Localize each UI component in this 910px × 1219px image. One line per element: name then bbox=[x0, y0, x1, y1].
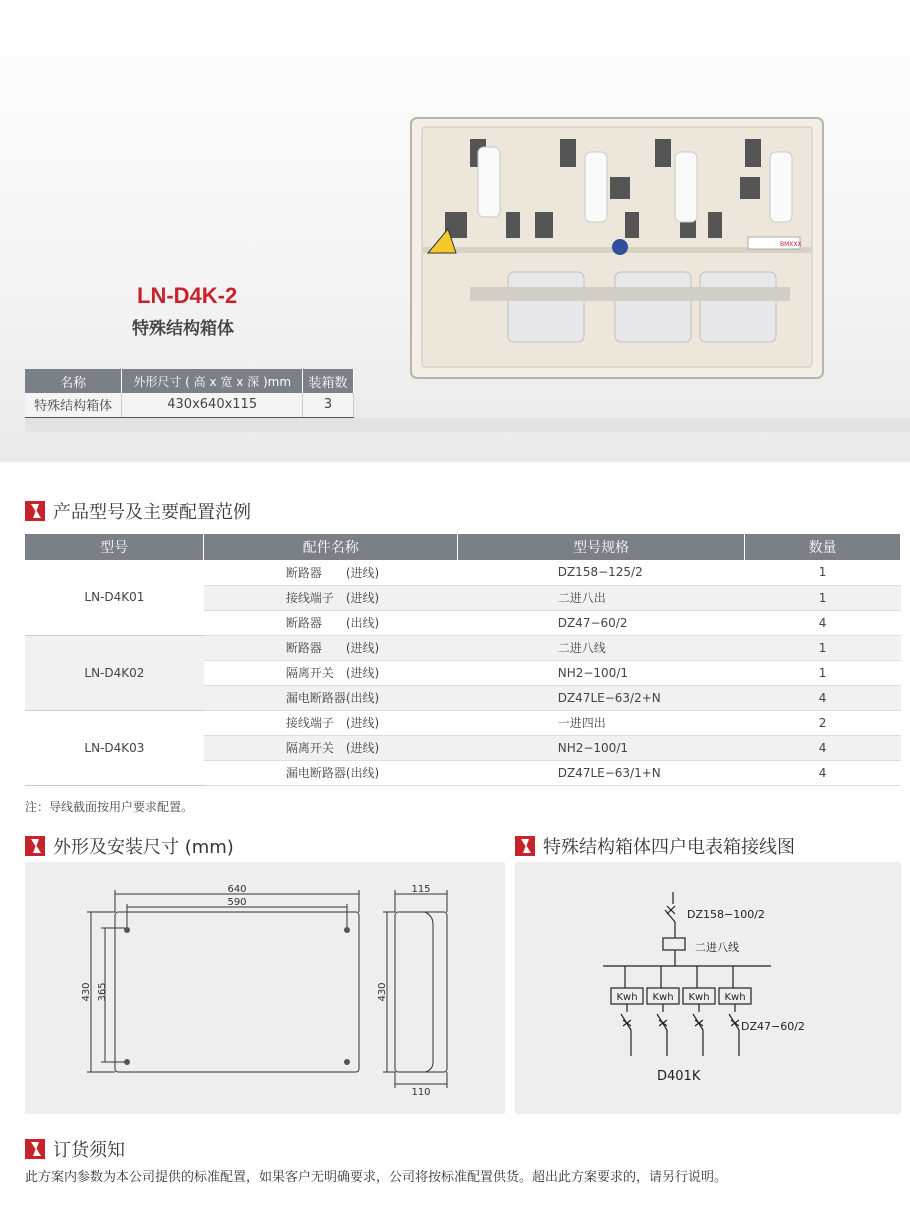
model-cell: LN-D4K03 bbox=[25, 710, 204, 785]
spec-table bbox=[25, 369, 354, 418]
dim-depth-top: 115 bbox=[411, 884, 431, 895]
wiring-diagram bbox=[515, 862, 901, 1114]
config-header-model: 型号 bbox=[25, 534, 204, 560]
spec-cell-count: 3 bbox=[303, 393, 354, 417]
part-cell: 隔离开关 (进线) bbox=[204, 735, 458, 760]
model-cell: LN-D4K02 bbox=[25, 635, 204, 710]
qty-cell: 1 bbox=[745, 660, 901, 685]
config-section-heading bbox=[25, 498, 251, 524]
qty-cell: 2 bbox=[745, 710, 901, 735]
qty-cell: 4 bbox=[745, 760, 901, 785]
spec-cell-name: 特殊结构箱体 bbox=[25, 393, 122, 417]
lightning-icon bbox=[25, 1139, 45, 1159]
dim-depth-height: 430 bbox=[377, 982, 388, 1002]
lightning-icon bbox=[25, 501, 45, 521]
model-cell: LN-D4K01 bbox=[25, 560, 204, 635]
config-table bbox=[25, 534, 901, 786]
part-cell: 漏电断路器(出线) bbox=[204, 685, 458, 710]
product-photo bbox=[410, 117, 824, 379]
order-section-heading bbox=[25, 1136, 125, 1162]
hero-band bbox=[25, 418, 910, 432]
spec-cell: DZ47−60/2 bbox=[458, 610, 745, 635]
dim-depth-bottom: 110 bbox=[411, 1087, 431, 1098]
part-cell: 漏电断路器(出线) bbox=[204, 760, 458, 785]
table-row bbox=[25, 710, 901, 735]
qty-cell: 4 bbox=[745, 735, 901, 760]
product-model: LN-D4K-2 bbox=[137, 283, 238, 308]
lightning-icon bbox=[25, 836, 45, 856]
dim-width-outer: 640 bbox=[227, 884, 247, 895]
dimension-section-heading bbox=[25, 833, 234, 859]
dim-height-outer: 430 bbox=[81, 982, 92, 1002]
wiring-panel bbox=[515, 862, 901, 1114]
wiring-section-title: 特殊结构箱体四户电表箱接线图 bbox=[543, 837, 795, 858]
config-section-title: 产品型号及主要配置范例 bbox=[53, 502, 251, 523]
part-cell: 接线端子 (进线) bbox=[204, 585, 458, 610]
config-header-spec: 型号规格 bbox=[458, 534, 745, 560]
kwh-meter-label: Kwh bbox=[652, 992, 674, 1003]
spec-cell: DZ47LE−63/2+N bbox=[458, 685, 745, 710]
dimension-panel bbox=[25, 862, 505, 1114]
spec-cell: DZ47LE−63/1+N bbox=[458, 760, 745, 785]
lightning-icon bbox=[515, 836, 535, 856]
order-section-title: 订货须知 bbox=[53, 1140, 125, 1161]
spec-header-count: 装箱数 bbox=[303, 369, 354, 393]
part-cell: 断路器 (出线) bbox=[204, 610, 458, 635]
config-header-qty: 数量 bbox=[745, 534, 901, 560]
part-cell: 接线端子 (进线) bbox=[204, 710, 458, 735]
spec-cell: DZ158−125/2 bbox=[458, 560, 745, 585]
qty-cell: 1 bbox=[745, 585, 901, 610]
spec-cell: 二进八线 bbox=[458, 635, 745, 660]
spec-cell: NH2−100/1 bbox=[458, 735, 745, 760]
spec-cell: NH2−100/1 bbox=[458, 660, 745, 685]
table-row bbox=[25, 560, 901, 585]
part-cell: 断路器 (进线) bbox=[204, 560, 458, 585]
wiring-branch-breaker: DZ47−60/2 bbox=[741, 1020, 805, 1033]
kwh-meter-label: Kwh bbox=[688, 992, 710, 1003]
order-text: 此方案内参数为本公司提供的标准配置，如果客户无明确要求，公司将按标准配置供货。超出此方案要求的，请另行说明。 bbox=[25, 1170, 728, 1185]
kwh-meter-label: Kwh bbox=[724, 992, 746, 1003]
dimension-section-title: 外形及安装尺寸 (mm) bbox=[53, 837, 234, 858]
part-cell: 隔离开关 (进线) bbox=[204, 660, 458, 685]
wiring-main-breaker: DZ158−100/2 bbox=[687, 908, 765, 921]
wiring-diagram-id: D401K bbox=[657, 1069, 701, 1084]
table-row bbox=[25, 635, 901, 660]
qty-cell: 1 bbox=[745, 560, 901, 585]
qty-cell: 4 bbox=[745, 685, 901, 710]
photo-badge: BMXXX bbox=[780, 241, 802, 248]
dimension-drawing bbox=[25, 862, 505, 1114]
dim-width-inner: 590 bbox=[227, 897, 247, 908]
spec-header-name: 名称 bbox=[25, 369, 122, 393]
wiring-terminal: 二进八线 bbox=[695, 941, 739, 954]
config-header-part: 配件名称 bbox=[204, 534, 458, 560]
wiring-section-heading bbox=[515, 833, 795, 859]
spec-header-size: 外形尺寸 ( 高 x 宽 x 深 )mm bbox=[122, 369, 303, 393]
kwh-meter-label: Kwh bbox=[616, 992, 638, 1003]
qty-cell: 1 bbox=[745, 635, 901, 660]
qty-cell: 4 bbox=[745, 610, 901, 635]
part-cell: 断路器 (进线) bbox=[204, 635, 458, 660]
spec-cell-size: 430x640x115 bbox=[122, 393, 303, 417]
spec-cell: 一进四出 bbox=[458, 710, 745, 735]
config-note: 注：导线截面按用户要求配置。 bbox=[25, 800, 194, 814]
dim-height-inner: 365 bbox=[97, 982, 108, 1002]
product-subtitle: 特殊结构箱体 bbox=[132, 319, 234, 339]
spec-cell: 二进八出 bbox=[458, 585, 745, 610]
